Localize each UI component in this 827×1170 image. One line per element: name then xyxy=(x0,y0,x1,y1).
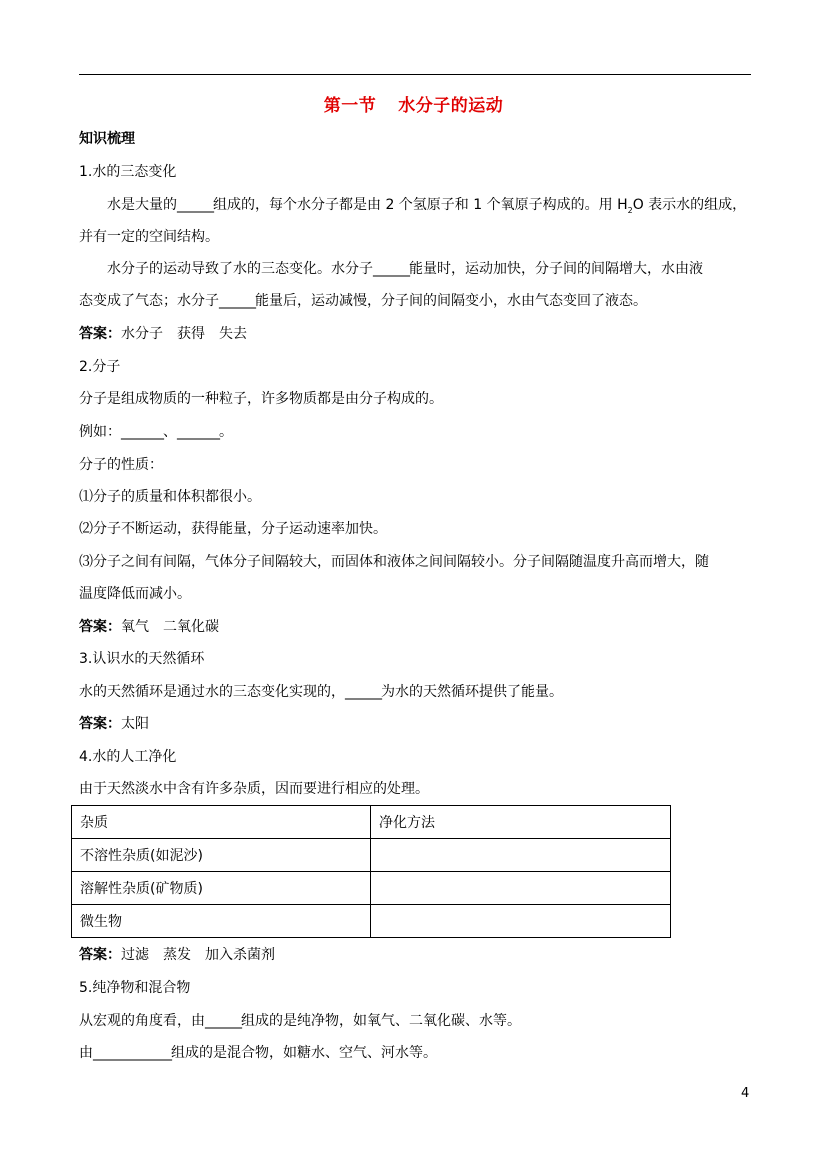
s5-p2: 由_____________组成的是混合物，如糖水、空气、河水等。 xyxy=(79,1045,437,1061)
table-cell xyxy=(371,905,671,938)
s2-example: 例如：_______、_______。 xyxy=(79,424,233,440)
s1-p2-line2: 态变成了气态；水分子______能量后，运动减慢，分子间的间隔变小，水由气态变回了液态。 xyxy=(79,293,647,309)
page-number: 4 xyxy=(741,1086,750,1101)
s1-p1-line2: 并有一定的空间结构。 xyxy=(79,229,219,245)
s1-heading: 1.水的三态变化 xyxy=(79,164,177,180)
s2-props-title: 分子的性质： xyxy=(79,457,163,473)
table-header-row xyxy=(72,806,671,839)
s3-answer: 答案：太阳 xyxy=(79,716,149,732)
s5-heading: 5.纯净物和混合物 xyxy=(79,980,191,996)
s4-p1: 由于天然淡水中含有许多杂质，因而要进行相应的处理。 xyxy=(79,781,429,797)
s1-answer: 答案：水分子 获得 失去 xyxy=(79,326,247,342)
s2-prop1: ⑴分子的质量和体积都很小。 xyxy=(79,489,261,505)
table-header-cell: 净化方法 xyxy=(371,806,671,839)
s4-heading: 4.水的人工净化 xyxy=(79,749,177,765)
s2-answer: 答案：氧气 二氧化碳 xyxy=(79,619,219,635)
table-cell xyxy=(371,872,671,905)
header-rule xyxy=(79,74,751,75)
s2-heading: 2.分子 xyxy=(79,359,121,375)
s2-prop3-line1: ⑶分子之间有间隔，气体分子间隔较大，而固体和液体之间间隔较小。分子间隔随温度升高而增大，随 xyxy=(79,554,709,570)
s4-answer: 答案：过滤 蒸发 加入杀菌剂 xyxy=(79,947,275,963)
table-cell xyxy=(371,839,671,872)
s3-heading: 3.认识水的天然循环 xyxy=(79,651,205,667)
purification-table xyxy=(71,805,671,938)
table-row xyxy=(72,905,671,938)
table-cell: 不溶性杂质(如泥沙) xyxy=(72,839,371,872)
table-row xyxy=(72,872,671,905)
s2-p1: 分子是组成物质的一种粒子，许多物质都是由分子构成的。 xyxy=(79,391,443,407)
page-title: 第一节 水分子的运动 xyxy=(323,96,504,116)
s2-prop2: ⑵分子不断运动，获得能量，分子运动速率加快。 xyxy=(79,521,387,537)
table-cell: 微生物 xyxy=(72,905,371,938)
table-header-cell: 杂质 xyxy=(72,806,371,839)
s1-p1-line1: 水是大量的______组成的，每个水分子都是由 2 个氢原子和 1 个氧原子构成的。用 $H_2O$ 表示水的组成， xyxy=(107,197,747,215)
s1-p2-line1: 水分子的运动导致了水的三态变化。水分子______能量时，运动加快，分子间的间隔增大，水由液 xyxy=(107,261,703,277)
table-cell: 溶解性杂质(矿物质) xyxy=(72,872,371,905)
s3-p1: 水的天然循环是通过水的三态变化实现的，______为水的天然循环提供了能量。 xyxy=(79,684,563,700)
section-heading: 知识梳理 xyxy=(79,131,135,147)
s2-prop3-line2: 温度降低而减小。 xyxy=(79,586,191,602)
table-row xyxy=(72,839,671,872)
s5-p1: 从宏观的角度看，由______组成的是纯净物，如氧气、二氧化碳、水等。 xyxy=(79,1013,521,1029)
